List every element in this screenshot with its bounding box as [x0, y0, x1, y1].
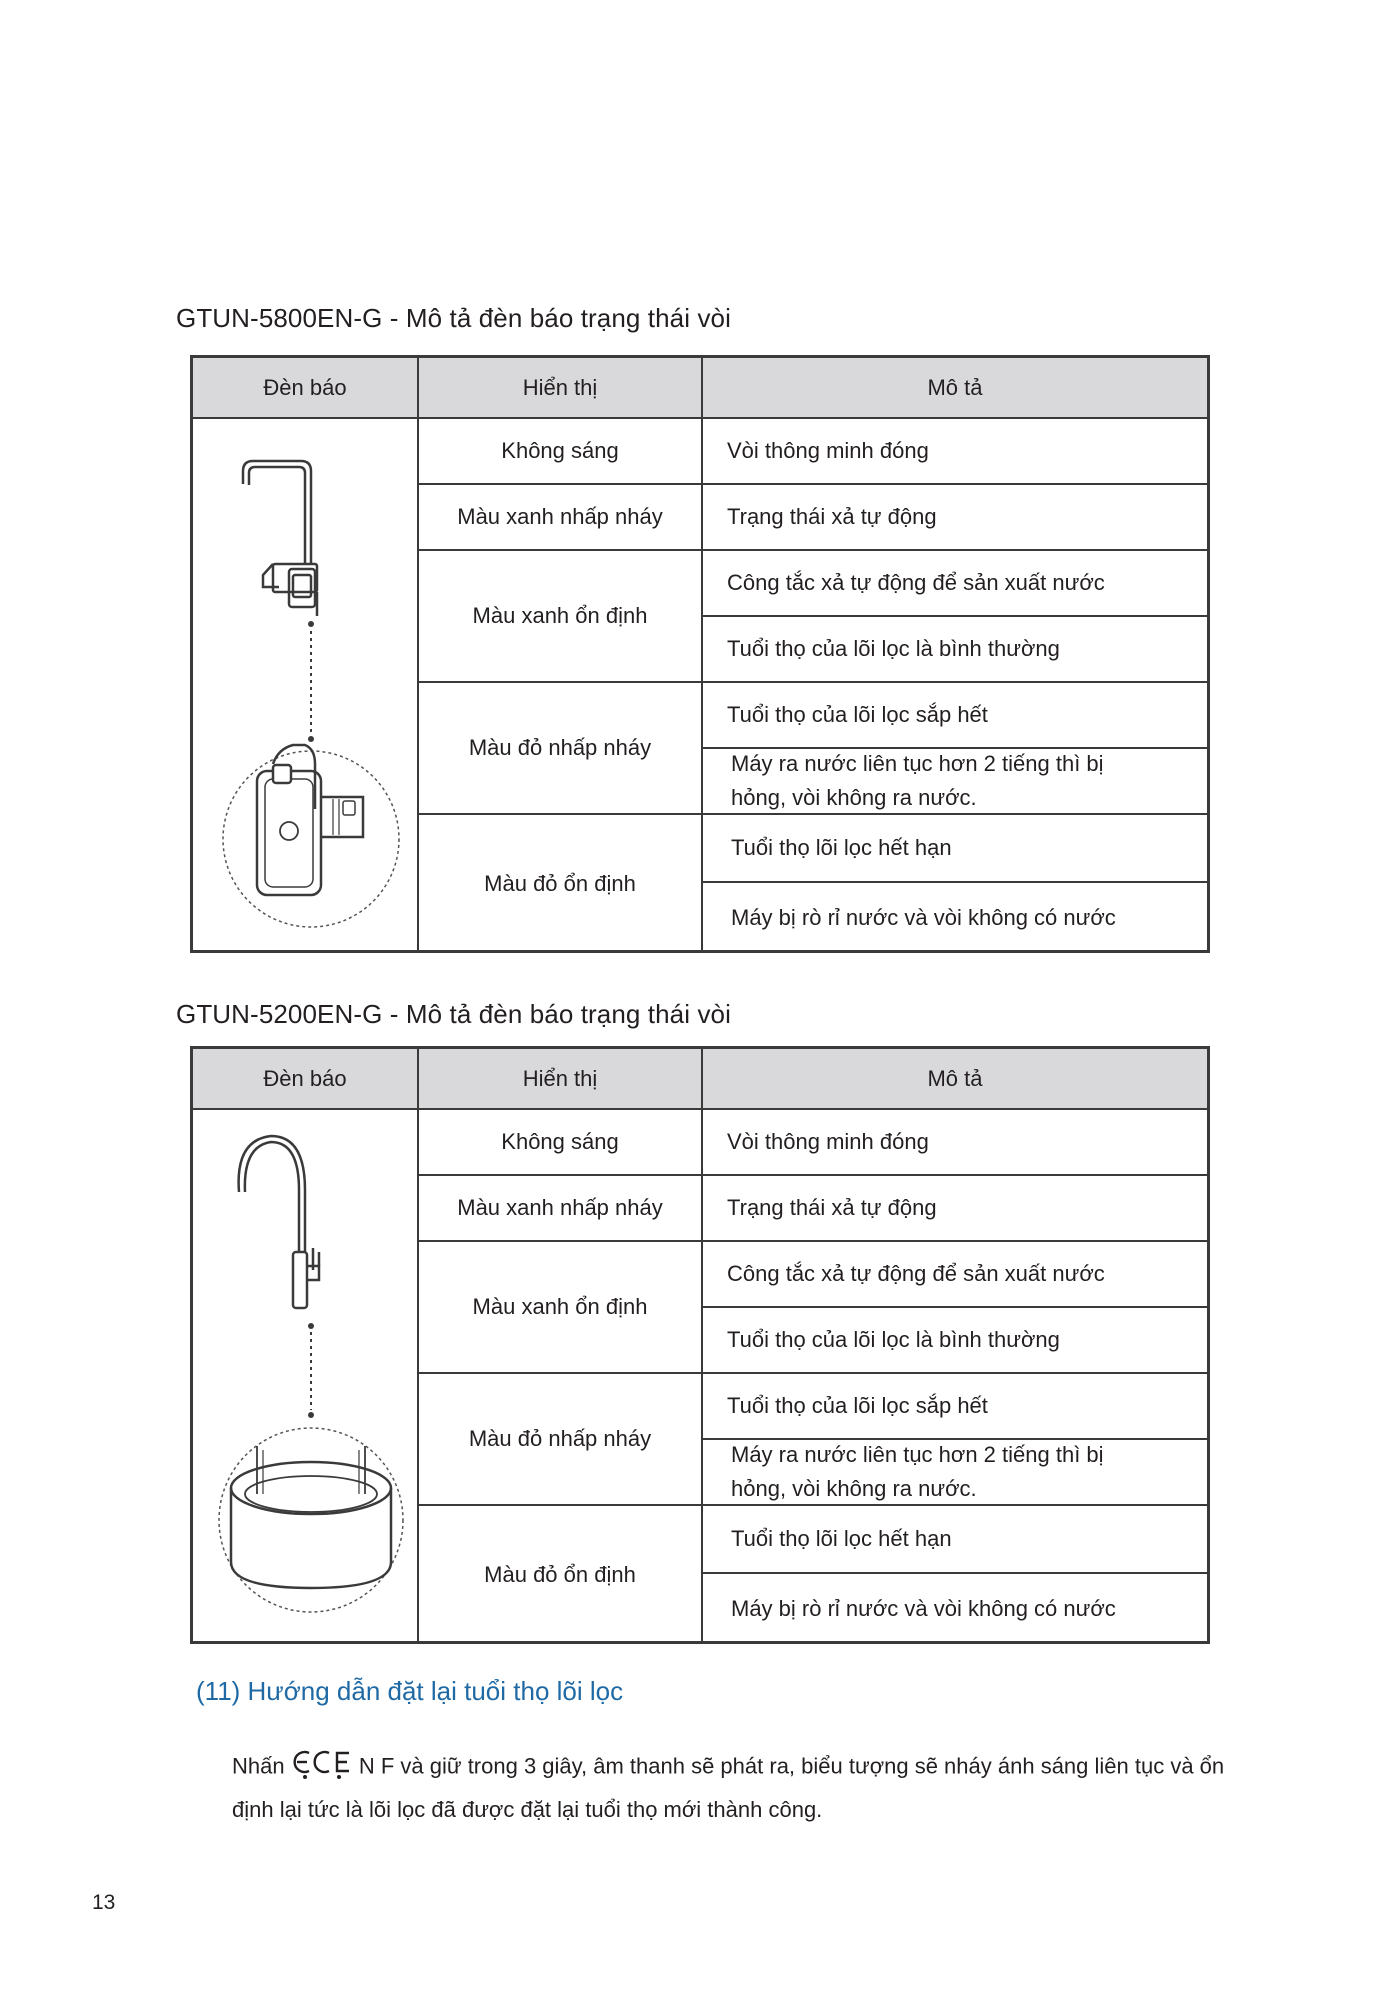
kitchen-faucet-square-icon	[193, 419, 419, 953]
table-caption-5800: GTUN-5800EN-G - Mô tả đèn báo trạng thái vòi	[176, 303, 731, 333]
table-caption-5200: GTUN-5200EN-G - Mô tả đèn báo trạng thái vòi	[176, 999, 731, 1029]
description-cell: Trạng thái xả tự động	[727, 504, 937, 529]
description-cell: Vòi thông minh đóng	[727, 438, 929, 463]
description-cell: Tuổi thọ của lõi lọc sắp hết	[727, 702, 988, 727]
display-cell: Không sáng	[501, 1129, 619, 1154]
header-display: Hiển thị	[522, 375, 598, 400]
status-table-5800	[190, 355, 1210, 953]
description-cell: Máy bị rò rỉ nước và vòi không có nước	[731, 905, 1116, 930]
header-indicator: Đèn báo	[263, 375, 347, 400]
description-cell: Tuổi thọ của lõi lọc là bình thường	[727, 1327, 1060, 1352]
description-cell: Tuổi thọ của lõi lọc sắp hết	[727, 1393, 988, 1418]
header-display: Hiển thị	[522, 1066, 598, 1091]
description-cell: Vòi thông minh đóng	[727, 1129, 929, 1154]
page-number: 13	[92, 1891, 116, 1914]
display-cell: Không sáng	[501, 438, 619, 463]
display-cell: Màu đỏ ổn định	[484, 1562, 636, 1587]
header-description: Mô tả	[927, 375, 983, 400]
display-cell: Màu đỏ ổn định	[484, 871, 636, 896]
description-cell: Trạng thái xả tự động	[727, 1195, 937, 1220]
description-cell: Tuổi thọ của lõi lọc là bình thường	[727, 636, 1060, 661]
display-cell: Màu xanh nhấp nháy	[457, 504, 663, 529]
header-indicator: Đèn báo	[263, 1066, 347, 1091]
description-cell: Công tắc xả tự động để sản xuất nước	[727, 1261, 1105, 1286]
kitchen-faucet-round-icon	[193, 1110, 419, 1644]
instruction-text-start: Nhấn	[232, 1753, 291, 1779]
display-cell: Màu xanh ổn định	[472, 603, 648, 628]
display-cell: Màu xanh ổn định	[472, 1294, 648, 1319]
reset-instructions	[232, 1744, 1252, 1828]
description-cell: Máy bị rò rỉ nước và vòi không có nước	[731, 1596, 1116, 1621]
description-cell: Tuổi thọ lõi lọc hết hạn	[731, 835, 952, 860]
description-cell: Công tắc xả tự động để sản xuất nước	[727, 570, 1105, 595]
display-cell: Màu xanh nhấp nháy	[457, 1195, 663, 1220]
reset-button-icon	[291, 1744, 353, 1791]
display-cell: Màu đỏ nhấp nháy	[468, 1426, 652, 1451]
instruction-text-end: N F và giữ trong 3 giây, âm thanh sẽ phát ra, biểu tượng sẽ nháy ánh sáng liên tục và ổn định lại tức là lõi lọc đã được đặt lại tuổi thọ mới thành công.	[232, 1753, 1225, 1822]
header-description: Mô tả	[927, 1066, 983, 1091]
status-table-5200	[190, 1046, 1210, 1644]
description-cell: Máy ra nước liên tục hơn 2 tiếng thì bị hỏng, vòi không ra nước.	[731, 1442, 1104, 1501]
section-heading: (11) Hướng dẫn đặt lại tuổi thọ lõi lọc	[196, 1676, 624, 1706]
display-cell: Màu đỏ nhấp nháy	[468, 735, 652, 760]
description-cell: Tuổi thọ lõi lọc hết hạn	[731, 1526, 952, 1551]
description-cell: Máy ra nước liên tục hơn 2 tiếng thì bị hỏng, vòi không ra nước.	[731, 751, 1104, 810]
